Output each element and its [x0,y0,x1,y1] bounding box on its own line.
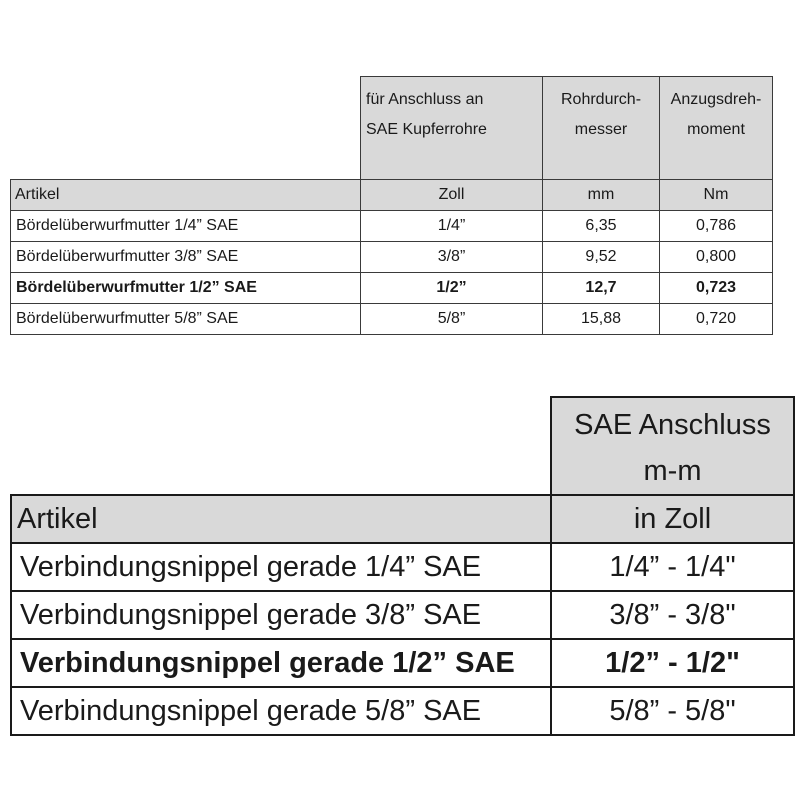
torque-cell: 0,720 [660,304,773,335]
subheader-article: Artikel [11,495,551,543]
torque-cell: 0,723 [660,273,773,304]
header-connection-line2: SAE Kupferrohre [366,121,487,138]
torque-cell: 0,786 [660,211,773,242]
header-connection [361,77,543,180]
subheader-unit-inch: in Zoll [551,495,794,543]
connection-cell: 1/2” - 1/2" [551,639,794,687]
article-cell: Bördelüberwurfmutter 3/8” SAE [11,242,361,273]
header-sae-line2: m-m [643,455,702,487]
header-sae-line1: SAE Anschluss [574,409,771,441]
header-torque [660,77,773,180]
table-row [11,591,794,639]
header-torque-line1: Anzugsdreh- [670,91,762,108]
table-subheader-row [11,495,794,543]
subheader-article: Artikel [11,180,361,211]
table-row [11,304,773,335]
size-cell: 1/2” [361,273,543,304]
table-row [11,242,773,273]
subheader-unit-mm: mm [543,180,660,211]
table-row [11,687,794,735]
size-cell: 1/4” [361,211,543,242]
diameter-cell: 6,35 [543,211,660,242]
connection-cell: 3/8” - 3/8" [551,591,794,639]
table-row-highlighted [11,273,773,304]
article-cell: Bördelüberwurfmutter 1/4” SAE [11,211,361,242]
article-cell: Verbindungsnippel gerade 1/2” SAE [11,639,551,687]
connection-cell: 5/8” - 5/8" [551,687,794,735]
diameter-cell: 9,52 [543,242,660,273]
subheader-unit-nm: Nm [660,180,773,211]
article-cell: Bördelüberwurfmutter 5/8” SAE [11,304,361,335]
table-row [11,543,794,591]
header-torque-line2: moment [687,121,745,138]
header-diameter-line1: Rohrdurch- [560,91,642,108]
table-header-row [11,397,794,495]
flare-nut-table [10,76,773,335]
diameter-cell: 15,88 [543,304,660,335]
torque-cell: 0,800 [660,242,773,273]
size-cell: 3/8” [361,242,543,273]
article-cell: Verbindungsnippel gerade 3/8” SAE [11,591,551,639]
connection-cell: 1/4” - 1/4" [551,543,794,591]
header-connection-line1: für Anschluss an [366,91,484,108]
header-blank-cell [11,77,361,180]
article-cell: Verbindungsnippel gerade 1/4” SAE [11,543,551,591]
table-row-highlighted [11,639,794,687]
article-cell: Bördelüberwurfmutter 1/2” SAE [11,273,361,304]
table-row [11,211,773,242]
size-cell: 5/8” [361,304,543,335]
table-subheader-row [11,180,773,211]
diameter-cell: 12,7 [543,273,660,304]
header-sae-connection [551,397,794,495]
header-diameter [543,77,660,180]
header-blank-cell [11,397,551,495]
header-diameter-line2: messer [574,121,628,138]
nipple-table [10,396,795,736]
subheader-unit-inch: Zoll [361,180,543,211]
table-header-row [11,77,773,180]
article-cell: Verbindungsnippel gerade 5/8” SAE [11,687,551,735]
